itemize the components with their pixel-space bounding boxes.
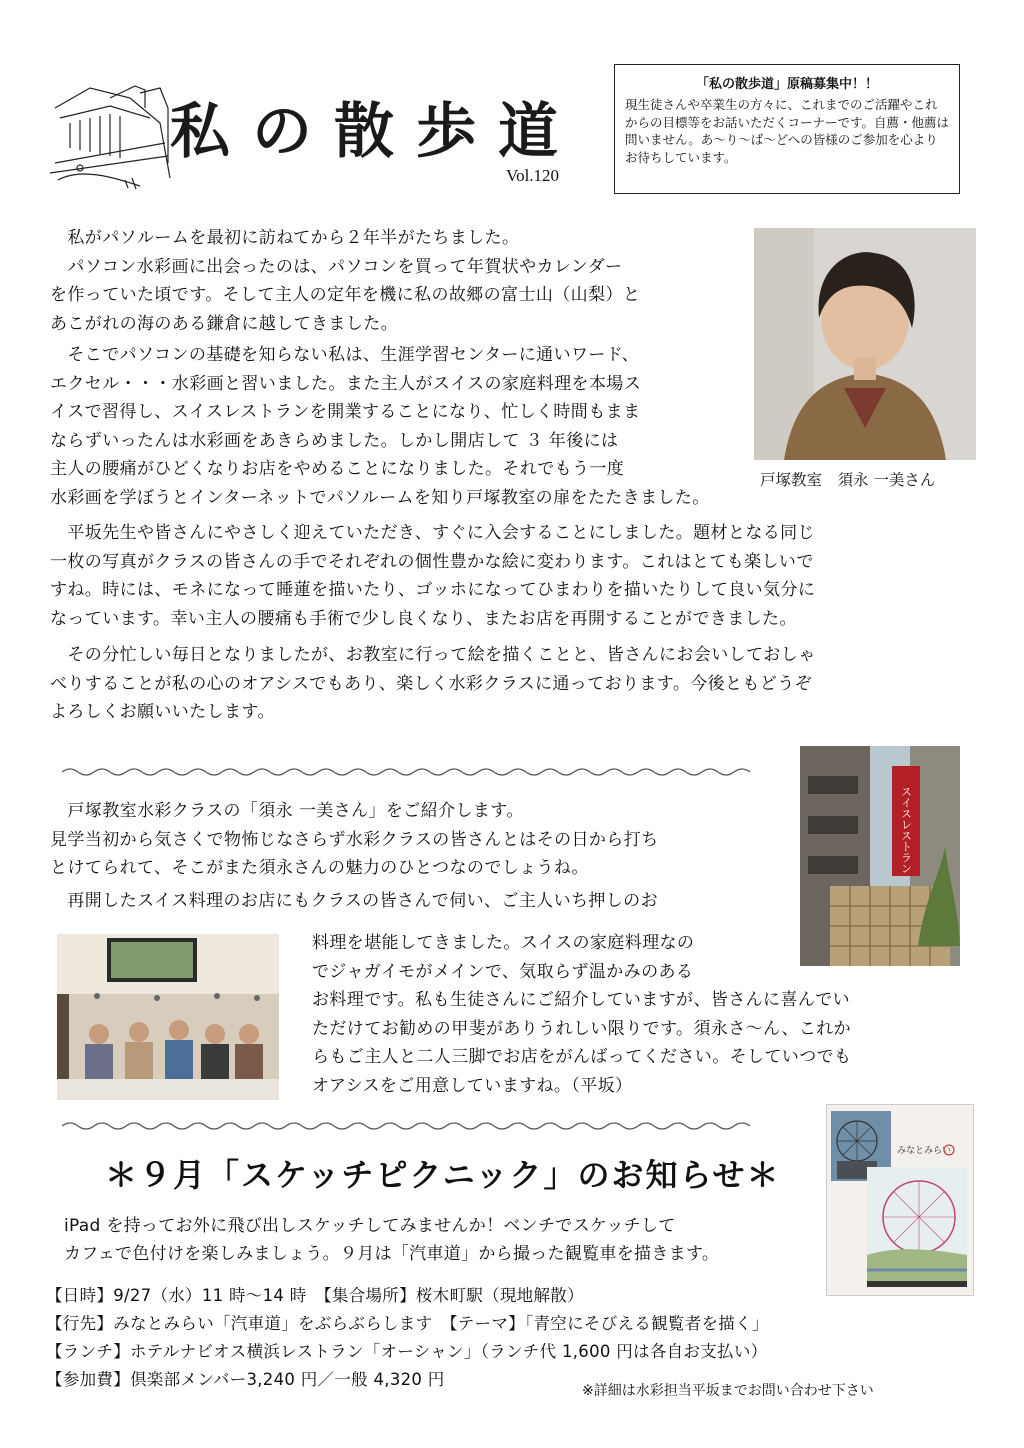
intro-line: お料理です。私も生徒さんにご紹介していますが、皆さんに喜んでい (312, 990, 851, 1010)
volume-number: Vol.120 (506, 166, 560, 185)
intro-line: とけてられて、そこがまた須永さんの魅力のひとつなのでしょうね。 (50, 858, 589, 878)
portrait-caption: 戸塚教室 須永 一美さん (760, 471, 936, 489)
article-line: 平坂先生や皆さんにやさしく迎えていただき、すぐに入会することにしました。題材となる同じ (50, 523, 815, 543)
article-line: 一枚の写真がクラスの皆さんの手でそれぞれの個性豊かな絵に変わります。これはとても楽しいで (50, 551, 814, 572)
intro-line: 見学当初から気さくで物怖じなさらず水彩クラスの皆さんとはその日から打ち (50, 829, 659, 850)
article-line: よろしくお願いいたします。 (50, 702, 275, 722)
article-body (50, 224, 816, 727)
article-line: その分忙しい毎日となりましたが、お教室に行って絵を描くことと、皆さんにお会いしておしゃ (50, 645, 816, 665)
article-line: 主人の腰痛がひどくなりお店をやめることになりました。それでもう一度 (50, 459, 625, 479)
call-for-submissions-box (614, 64, 960, 194)
detail-destination: 【行先】みなとみらい「汽車道」をぶらぶらします 【テーマ】「青空にそびえる観覧者を描く」 (46, 1314, 769, 1333)
intro-line: オアシスをご用意していますね。（平坂） (312, 1075, 633, 1096)
intro-line: 戸塚教室水彩クラスの「須永 一美さん」をご紹介します。 (50, 801, 524, 821)
introduction-text-continued (312, 929, 851, 1100)
wavy-divider (62, 1120, 762, 1132)
article-line: そこでパソコンの基礎を知らない私は、生涯学習センターに通いワード、 (50, 345, 640, 365)
intro-line: でジャガイモがメインで、気取らず温かみのある (312, 961, 694, 982)
notice-title: 「私の散歩道」原稿募集中！！ (695, 77, 878, 92)
article-line: あこがれの海のある鎌倉に越してきました。 (50, 313, 398, 334)
article-line: すね。時には、モネになって睡蓮を描いたり、ゴッホになってひまわりを描いたりして良い気分に (50, 580, 816, 600)
postcard-label: みなとみらい (897, 1146, 952, 1156)
introduction-text (50, 797, 659, 915)
notice-body: 現生徒さんや卒業生の方々に、これまでのご活躍やこれからの目標等をお話いただくコーナーです。自薦・他薦は問いません。あ～り～ば～どへの皆様のご参加を心よりお待ちしています。 (625, 97, 950, 165)
article-line: エクセル・・・水彩画と習いました。また主人がスイスの家庭料理を本場ス (50, 373, 642, 394)
sketch-postcard-image (826, 1104, 974, 1296)
article-line: ならずいったんは水彩画をあきらめました。しかし開店して ３ 年後には (50, 430, 619, 451)
group-photo (57, 934, 279, 1100)
contact-note: ※詳細は水彩担当平坂までお問い合わせ下さい (582, 1383, 874, 1399)
detail-fee: 【参加費】倶楽部メンバー3,240 円／一般 4,320 円 (46, 1370, 445, 1389)
picnic-heading: ＊９月「スケッチピクニック」のお知らせ＊ (105, 1156, 781, 1194)
intro-line: ただけてお勧めの甲斐がありうれしい限りです。須永さ～ん、これか (312, 1018, 852, 1039)
article-line: なっています。幸い主人の腰痛も手術で少し良くなり、またお店を再開することができました。 (50, 608, 797, 629)
picnic-lead-line: iPad を持ってお外に飛び出しスケッチしてみませんか！ベンチでスケッチして (64, 1216, 676, 1236)
detail-lunch: 【ランチ】ホテルナビオス横浜レストラン「オーシャン」（ランチ代 1,600 円は各自お支払い） (46, 1342, 768, 1361)
intro-line: 再開したスイス料理のお店にもクラスの皆さんで伺い、ご主人いち押しのお (50, 890, 658, 911)
picnic-details (46, 1282, 769, 1394)
article-line: べりすることが私の心のオアシスでもあり、楽しく水彩クラスに通っております。今後ともどうぞ (50, 673, 813, 694)
picnic-lead (64, 1212, 719, 1268)
article-line: イスで習得し、スイスレストランを開業することになり、忙しく時間もまま (50, 402, 641, 422)
wavy-divider (62, 766, 762, 778)
picnic-lead-line: カフェで色付けを楽しみましょう。９月は「汽車道」から撮った観覧車を描きます。 (64, 1244, 720, 1264)
page-title: 私の散歩道 (170, 97, 580, 167)
article-line: 水彩画を学ぼうとインターネットでパソルームを知り戸塚教室の扉をたたきました。 (50, 487, 710, 508)
intro-line: 料理を堪能してきました。スイスの家庭料理なの (312, 933, 695, 953)
article-line: を作っていた頃です。そして主人の定年を機に私の故郷の富士山（山梨）と (50, 285, 641, 305)
detail-datetime: 【日時】9/27（水）11 時～14 時 【集合場所】桜木町駅（現地解散） (46, 1286, 584, 1305)
intro-line: らもご主人と二人三脚でお店をがんばってください。そしていつでも (312, 1047, 852, 1067)
article-line: 私がパソルームを最初に訪ねてから２年半がたちました。 (50, 228, 520, 248)
restaurant-sign-text: スイスレストラン (899, 786, 913, 874)
article-line: パソコン水彩画に出会ったのは、パソコンを買って年賀状やカレンダー (50, 256, 623, 277)
